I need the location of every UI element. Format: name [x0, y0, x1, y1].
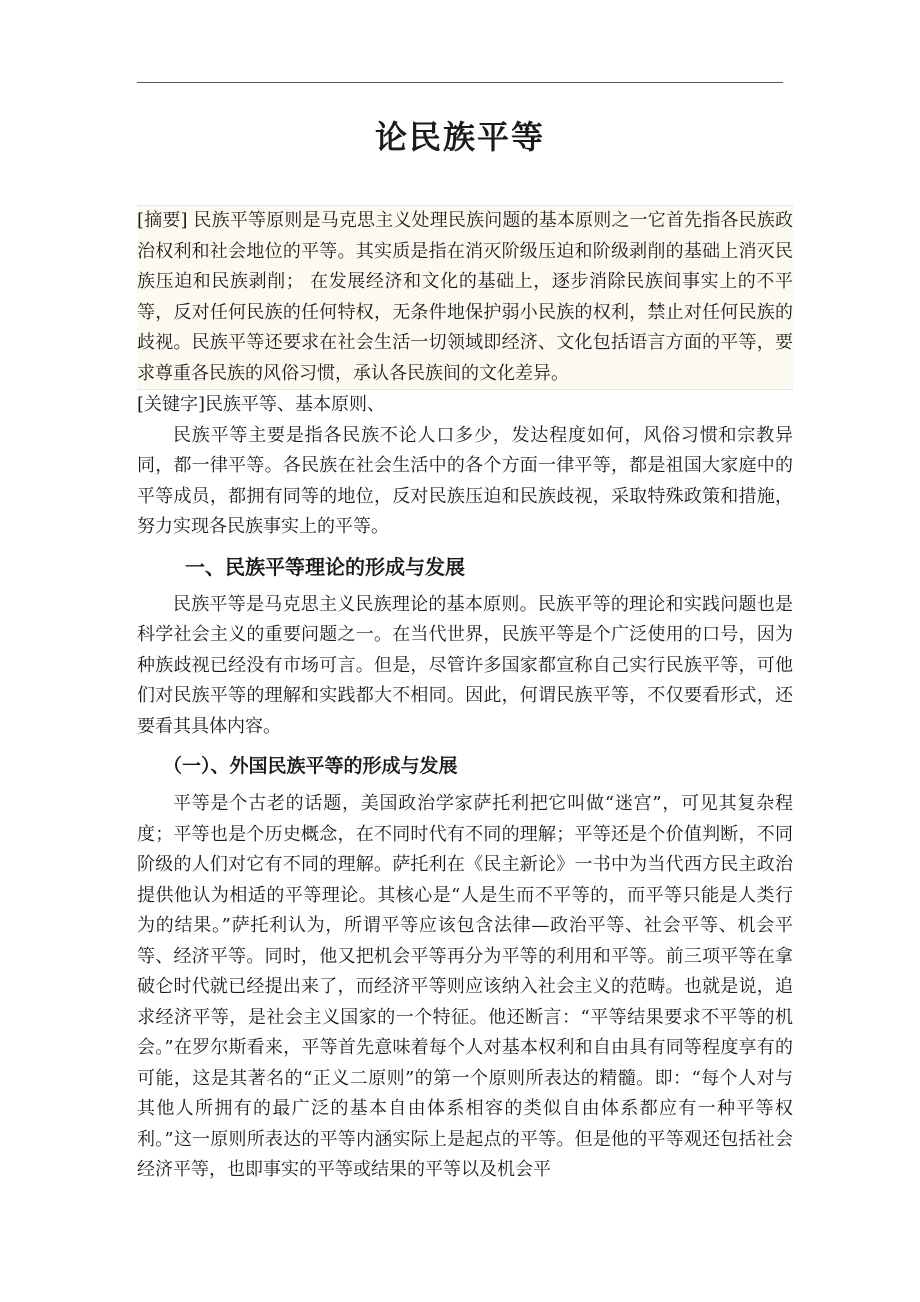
keywords-tag: [关键字] [137, 394, 206, 415]
intro-paragraph: 民族平等主要是指各民族不论人口多少，发达程度如何，风俗习惯和宗教异同，都一律平等。各民族在社会生活中的各个方面一律平等，都是祖国大家庭中的平等成员，都拥有同等的地位，反对民族压迫和民族歧视，采取特殊政策和措施，努力实现各民族事实上的平等。 [137, 424, 793, 537]
abstract-text: 民族平等原则是马克思主义处理民族问题的基本原则之一它首先指各民族政治权利和社会地位的平等。其实质是指在消灭阶级压迫和阶级剥削的基础上消灭民族压迫和民族剥削； 在发展经济和文化的基础上，逐步消除民族间事实上的不平等，反对任何民族的任何特权，无条件地保护弱小民族的权利，禁止对任何民族的歧视。民族平等还要求在社会生活一切领域即经济、文化包括语言方面的平等，要求尊重各民族的风俗习惯，承认各民族间的文化差异。 [137, 210, 794, 384]
keywords-line [137, 390, 793, 421]
subsection-heading-1: （一）、外国民族平等的形成与发展 [163, 755, 458, 777]
document-body [137, 205, 793, 1186]
abstract-tag: [摘要] [137, 210, 188, 231]
header-rule [137, 82, 783, 83]
subsection-1-paragraph: 平等是个古老的话题，美国政治学家萨托利把它叫做“迷宫”，可见其复杂程度；平等也是个历史概念，在不同时代有不同的理解；平等还是个价值判断，不同阶级的人们对它有不同的理解。萨托利在《民主新论》一书中为当代西方民主政治提供他认为相适的平等理论。其核心是“人是生而不平等的，而平等只能是人类行为的结果。”萨托利认为，所谓平等应该包含法律—政治平等、社会平等、机会平等、经济平等。同时，他又把机会平等再分为平等的利用和平等。前三项平等在拿破仑时代就已经提出来了，而经济平等则应该纳入社会主义的范畴。也就是说，追求经济平等，是社会主义国家的一个特征。他还断言：“平等结果要求不平等的机会。”在罗尔斯看来，平等首先意味着每个人对基本权利和自由具有同等程度享有的可能，这是其著名的“正义二原则”的第一个原则所表达的精髓。即：“每个人对与其他人所拥有的最广泛的基本自由体系相容的类似自由体系都应有一种平等权利。”这一原则所表达的平等内涵实际上是起点的平等。但是他的平等观还包括社会经济平等，也即事实的平等或结果的平等以及机会平 [137, 793, 793, 1180]
abstract-block [137, 205, 793, 390]
document-title: 论民族平等 [374, 118, 545, 156]
section-heading-1: 一、民族平等理论的形成与发展 [185, 554, 465, 579]
section-1-paragraph: 民族平等是马克思主义民族理论的基本原则。民族平等的理论和实践问题也是科学社会主义的重要问题之一。在当代世界，民族平等是个广泛使用的口号，因为种族歧视已经没有市场可言。但是，尽管许多国家都宣称自己实行民族平等，可他们对民族平等的理解和实践都大不相同。因此，何谓民族平等，不仅要看形式，还要看其具体内容。 [137, 593, 793, 737]
keywords-text: 民族平等、基本原则、 [205, 394, 386, 415]
